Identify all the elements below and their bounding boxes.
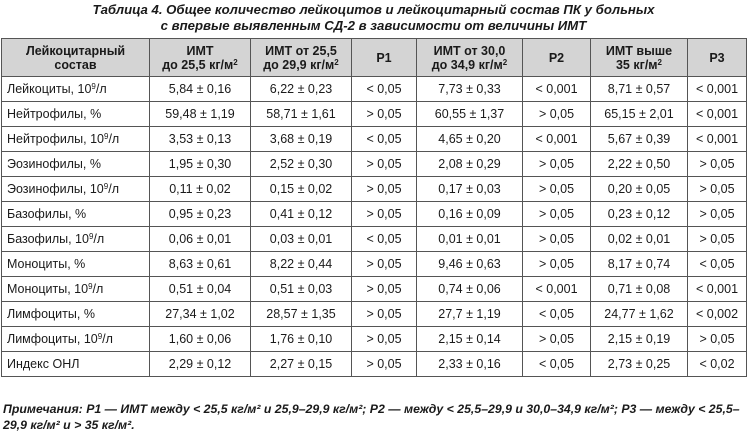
cell-imt-2: 2,27 ± 0,15 <box>251 352 352 377</box>
row-label <box>2 302 150 327</box>
cell-p2: > 0,05 <box>523 152 591 177</box>
table-row <box>2 352 747 377</box>
row-label <box>2 327 150 352</box>
row-label <box>2 127 150 152</box>
cell-imt-3: 2,15 ± 0,14 <box>417 327 523 352</box>
cell-imt-3: 0,17 ± 0,03 <box>417 177 523 202</box>
cell-p1: > 0,05 <box>352 352 417 377</box>
cell-imt-1: 1,60 ± 0,06 <box>150 327 251 352</box>
row-label-text: Базофилы, 10 <box>7 232 89 246</box>
cell-imt-4: 8,71 ± 0,57 <box>591 77 688 102</box>
row-label-text: Лейкоциты, 10 <box>7 82 92 96</box>
cell-p2: > 0,05 <box>523 252 591 277</box>
header-imt-4-sup: 2 <box>657 57 662 67</box>
table-row <box>2 152 747 177</box>
row-label-text: Моноциты, 10 <box>7 282 89 296</box>
row-label-text: Нейтрофилы, 10 <box>7 132 104 146</box>
cell-imt-1: 3,53 ± 0,13 <box>150 127 251 152</box>
cell-imt-2: 6,22 ± 0,23 <box>251 77 352 102</box>
cell-imt-4: 0,02 ± 0,01 <box>591 227 688 252</box>
header-imt-4-sub: 35 кг/м <box>615 57 658 72</box>
cell-p2: > 0,05 <box>523 327 591 352</box>
row-label-unit: /л <box>95 82 107 96</box>
cell-p3: < 0,002 <box>688 302 747 327</box>
row-label-unit: /л <box>102 332 113 346</box>
row-label <box>2 227 150 252</box>
cell-p2: > 0,05 <box>523 102 591 127</box>
header-imt-4-main: ИМТ выше <box>605 43 673 58</box>
cell-p3: > 0,05 <box>688 202 747 227</box>
cell-imt-4: 0,23 ± 0,12 <box>591 202 688 227</box>
cell-imt-1: 0,11 ± 0,02 <box>150 177 251 202</box>
cell-p1: > 0,05 <box>352 327 417 352</box>
table-caption <box>0 2 747 34</box>
header-imt-2-sub: до 29,9 кг/м <box>263 57 335 72</box>
cell-p3: < 0,001 <box>688 127 747 152</box>
table-row <box>2 177 747 202</box>
header-imt-1 <box>150 39 251 77</box>
cell-p2: < 0,001 <box>523 127 591 152</box>
cell-p3: < 0,05 <box>688 252 747 277</box>
row-label <box>2 102 150 127</box>
cell-p2: < 0,05 <box>523 352 591 377</box>
cell-imt-1: 27,34 ± 1,02 <box>150 302 251 327</box>
cell-imt-2: 0,03 ± 0,01 <box>251 227 352 252</box>
cell-p2: > 0,05 <box>523 227 591 252</box>
table-row <box>2 127 747 152</box>
cell-imt-3: 0,01 ± 0,01 <box>417 227 523 252</box>
row-label-sup: 9 <box>103 182 109 191</box>
caption-line-1: Таблица 4. Общее количество лейкоцитов и лейкоцитарный состав ПК у больных <box>92 2 655 17</box>
row-label <box>2 152 150 177</box>
row-label <box>2 352 150 377</box>
cell-imt-1: 0,51 ± 0,04 <box>150 277 251 302</box>
cell-imt-2: 2,52 ± 0,30 <box>251 152 352 177</box>
cell-imt-4: 8,17 ± 0,74 <box>591 252 688 277</box>
header-imt-3 <box>417 39 523 77</box>
note-text: Р1 — ИМТ между < 25,5 кг/м² и 25,9–29,9 кг/м²; Р2 — между < 25,5–29,9 и 30,0–34,9 кг/м²; Р3 — между < 25,5–29,9 кг/м² и > 35 кг/м². <box>3 402 740 432</box>
row-label-unit: /л <box>92 282 104 296</box>
cell-p1: > 0,05 <box>352 252 417 277</box>
cell-p3: > 0,05 <box>688 327 747 352</box>
header-imt-1-sub: до 25,5 кг/м <box>162 57 234 72</box>
table-row <box>2 327 747 352</box>
cell-imt-3: 2,08 ± 0,29 <box>417 152 523 177</box>
cell-imt-3: 0,74 ± 0,06 <box>417 277 523 302</box>
row-label-text: Эозинофилы, % <box>7 157 101 171</box>
cell-p3: < 0,001 <box>688 102 747 127</box>
cell-p2: < 0,05 <box>523 302 591 327</box>
header-imt-3-main: ИМТ от 30,0 <box>433 43 506 58</box>
cell-imt-1: 59,48 ± 1,19 <box>150 102 251 127</box>
cell-p2: > 0,05 <box>523 202 591 227</box>
cell-p3: > 0,05 <box>688 177 747 202</box>
row-label-sup: 9 <box>104 132 109 141</box>
row-label-text: Индекс ОНЛ <box>7 357 80 371</box>
caption-line-2: с впервые выявленным СД-2 в зависимости от величины ИМТ <box>160 18 587 33</box>
cell-p1: > 0,05 <box>352 152 417 177</box>
table-row <box>2 227 747 252</box>
cell-imt-2: 3,68 ± 0,19 <box>251 127 352 152</box>
cell-p1: > 0,05 <box>352 177 417 202</box>
row-label-sup: 9 <box>88 232 94 241</box>
row-label-text: Нейтрофилы, % <box>7 107 102 121</box>
row-label-text: Базофилы, % <box>7 207 87 221</box>
table-note <box>3 401 745 433</box>
cell-imt-3: 0,16 ± 0,09 <box>417 202 523 227</box>
header-composition: Лейкоцитарный состав <box>2 39 150 77</box>
cell-imt-2: 58,71 ± 1,61 <box>251 102 352 127</box>
table-row <box>2 202 747 227</box>
header-p2: Р2 <box>523 39 591 77</box>
cell-imt-3: 27,7 ± 1,19 <box>417 302 523 327</box>
cell-imt-2: 1,76 ± 0,10 <box>251 327 352 352</box>
cell-p3: > 0,05 <box>688 152 747 177</box>
cell-imt-4: 2,22 ± 0,50 <box>591 152 688 177</box>
cell-p1: < 0,05 <box>352 77 417 102</box>
header-imt-1-main: ИМТ <box>186 43 214 58</box>
header-imt-2-main: ИМТ от 25,5 <box>265 43 337 58</box>
header-imt-2 <box>251 39 352 77</box>
cell-p2: > 0,05 <box>523 177 591 202</box>
cell-p1: < 0,05 <box>352 227 417 252</box>
header-imt-2-sup: 2 <box>334 57 339 67</box>
row-label-sup: 9 <box>88 282 93 291</box>
cell-imt-4: 24,77 ± 1,62 <box>591 302 688 327</box>
cell-imt-1: 0,95 ± 0,23 <box>150 202 251 227</box>
row-label-unit: /л <box>93 232 105 246</box>
cell-imt-2: 0,51 ± 0,03 <box>251 277 352 302</box>
cell-p3: > 0,05 <box>688 227 747 252</box>
cell-p1: > 0,05 <box>352 302 417 327</box>
header-imt-4 <box>591 39 688 77</box>
row-label-text: Эозинофилы, 10 <box>7 182 104 196</box>
cell-p1: > 0,05 <box>352 202 417 227</box>
cell-imt-3: 60,55 ± 1,37 <box>417 102 523 127</box>
table-row <box>2 277 747 302</box>
cell-imt-2: 8,22 ± 0,44 <box>251 252 352 277</box>
cell-imt-3: 4,65 ± 0,20 <box>417 127 523 152</box>
cell-imt-4: 2,15 ± 0,19 <box>591 327 688 352</box>
header-imt-1-sup: 2 <box>233 57 238 67</box>
cell-imt-2: 28,57 ± 1,35 <box>251 302 352 327</box>
row-label <box>2 277 150 302</box>
cell-p3: < 0,001 <box>688 77 747 102</box>
table-row <box>2 252 747 277</box>
cell-imt-3: 7,73 ± 0,33 <box>417 77 523 102</box>
cell-p1: > 0,05 <box>352 102 417 127</box>
row-label-sup: 9 <box>91 82 96 91</box>
table-row <box>2 102 747 127</box>
header-imt-3-sup: 2 <box>502 57 508 67</box>
table-row <box>2 302 747 327</box>
cell-imt-4: 0,20 ± 0,05 <box>591 177 688 202</box>
cell-imt-3: 2,33 ± 0,16 <box>417 352 523 377</box>
row-label <box>2 252 150 277</box>
row-label <box>2 77 150 102</box>
row-label-text: Лимфоциты, % <box>7 307 95 321</box>
header-imt-3-sub: до 34,9 кг/м <box>431 57 503 72</box>
cell-p3: < 0,001 <box>688 277 747 302</box>
cell-p1: < 0,05 <box>352 127 417 152</box>
header-row <box>2 39 747 77</box>
header-p3: Р3 <box>688 39 747 77</box>
cell-imt-1: 1,95 ± 0,30 <box>150 152 251 177</box>
cell-p2: < 0,001 <box>523 277 591 302</box>
cell-imt-1: 8,63 ± 0,61 <box>150 252 251 277</box>
cell-imt-4: 0,71 ± 0,08 <box>591 277 688 302</box>
note-lead: Примечания: <box>3 402 83 416</box>
cell-p2: < 0,001 <box>523 77 591 102</box>
cell-imt-1: 2,29 ± 0,12 <box>150 352 251 377</box>
row-label-unit: /л <box>108 132 120 146</box>
row-label-sup: 9 <box>97 332 103 341</box>
row-label-unit: /л <box>108 182 119 196</box>
cell-p1: > 0,05 <box>352 277 417 302</box>
cell-imt-3: 9,46 ± 0,63 <box>417 252 523 277</box>
row-label <box>2 177 150 202</box>
cell-imt-4: 2,73 ± 0,25 <box>591 352 688 377</box>
leukocyte-table <box>1 38 747 377</box>
row-label-text: Лимфоциты, 10 <box>7 332 98 346</box>
cell-p3: < 0,02 <box>688 352 747 377</box>
row-label-text: Моноциты, % <box>7 257 86 271</box>
header-p1: Р1 <box>352 39 417 77</box>
row-label <box>2 202 150 227</box>
cell-imt-1: 0,06 ± 0,01 <box>150 227 251 252</box>
cell-imt-2: 0,15 ± 0,02 <box>251 177 352 202</box>
table-row <box>2 77 747 102</box>
cell-imt-2: 0,41 ± 0,12 <box>251 202 352 227</box>
cell-imt-1: 5,84 ± 0,16 <box>150 77 251 102</box>
cell-imt-4: 5,67 ± 0,39 <box>591 127 688 152</box>
cell-imt-4: 65,15 ± 2,01 <box>591 102 688 127</box>
